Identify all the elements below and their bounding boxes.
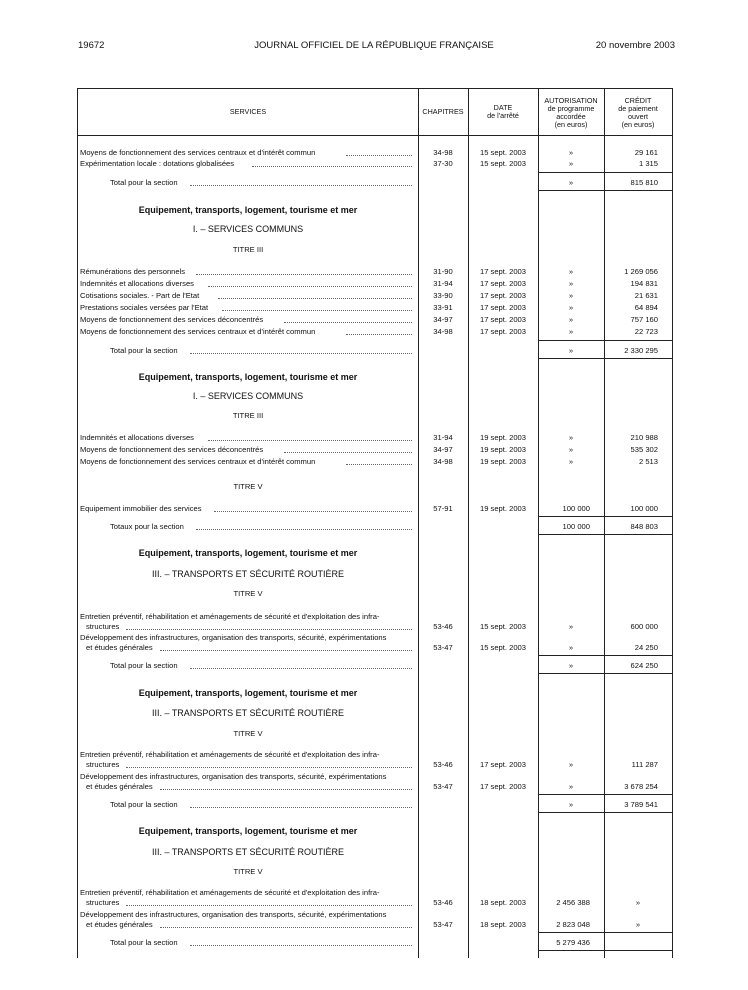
column-divider: [468, 88, 469, 958]
table-right-border: [672, 88, 673, 958]
col-autorisation: AUTORISATION de programme accordée (en euros): [544, 96, 598, 129]
titre-heading: TITRE V: [233, 867, 263, 876]
column-divider: [418, 88, 419, 958]
titre-heading: TITRE III: [232, 411, 264, 420]
ministry-heading: Equipement, transports, logement, tourisme et mer: [138, 688, 358, 698]
section-heading: I. – SERVICES COMMUNS: [192, 224, 304, 234]
col-date: DATE de l'arrêté: [487, 103, 519, 120]
col-chapitres: CHAPITRES: [422, 107, 464, 116]
titre-heading: TITRE V: [233, 482, 263, 491]
titre-heading: TITRE III: [232, 245, 264, 254]
col-credit: CRÉDIT de paiement ouvert (en euros): [618, 96, 658, 129]
ministry-heading: Equipement, transports, logement, tourisme et mer: [138, 548, 358, 558]
titre-heading: TITRE V: [233, 589, 263, 598]
section-heading: I. – SERVICES COMMUNS: [192, 391, 304, 401]
section-heading: III. – TRANSPORTS ET SÉCURITÉ ROUTIÈRE: [151, 708, 345, 718]
section-heading: III. – TRANSPORTS ET SÉCURITÉ ROUTIÈRE: [151, 847, 345, 857]
header-divider: [77, 135, 673, 136]
page-number: 19672: [78, 40, 105, 51]
section-heading: III. – TRANSPORTS ET SÉCURITÉ ROUTIÈRE: [151, 569, 345, 579]
issue-date: 20 novembre 2003: [595, 40, 675, 51]
titre-heading: TITRE V: [233, 729, 263, 738]
journal-title: JOURNAL OFFICIEL DE LA RÉPUBLIQUE FRANÇAISE: [254, 40, 494, 51]
col-services: SERVICES: [229, 107, 267, 116]
table-top-border: [77, 88, 673, 89]
ministry-heading: Equipement, transports, logement, tourisme et mer: [138, 826, 358, 836]
ministry-heading: Equipement, transports, logement, tourisme et mer: [138, 205, 358, 215]
ministry-heading: Equipement, transports, logement, tourisme et mer: [138, 372, 358, 382]
